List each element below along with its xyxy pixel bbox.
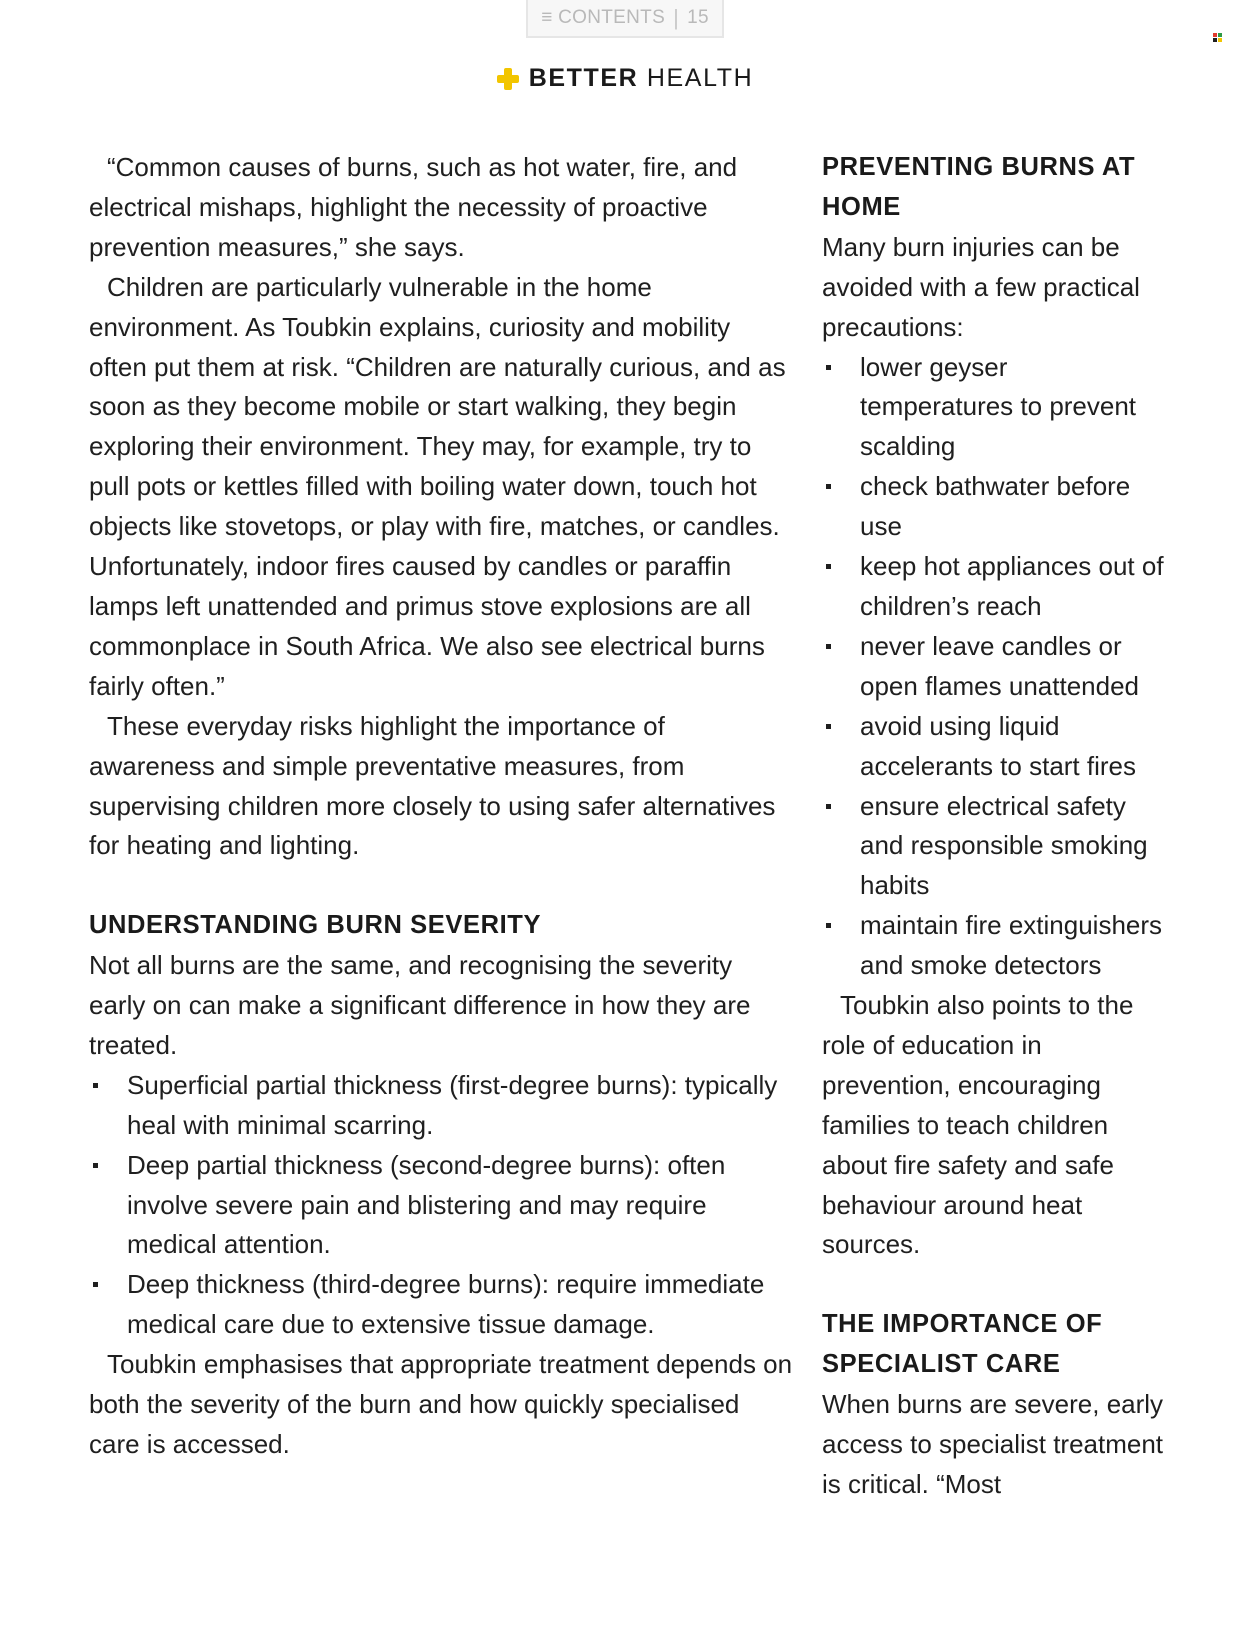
brand-bold: BETTER [528, 64, 639, 92]
section-heading: UNDERSTANDING BURN SEVERITY [89, 911, 542, 940]
contents-button[interactable] [526, 0, 724, 38]
list-item: check bathwater before use [822, 467, 1167, 547]
precautions-list [822, 348, 1167, 987]
section-heading: THE IMPORTANCE OF SPECIALIST CARE [822, 1310, 1103, 1379]
plus-cross-icon [497, 68, 519, 90]
divider: | [673, 5, 680, 30]
paragraph: Toubkin also points to the role of education in prevention, encouraging families to teach children about fire safety and safe behaviour around heat sources. [822, 990, 1134, 1260]
brand-light: HEALTH [646, 64, 754, 92]
left-column [89, 148, 794, 1465]
paragraph: Not all burns are the same, and recognising the severity early on can make a significant difference in how they are treated. [89, 950, 751, 1060]
paragraph: Many burn injuries can be avoided with a few practical precautions: [822, 231, 1140, 342]
list-item: keep hot appliances out of children’s reach [822, 547, 1167, 627]
paragraph: “Common causes of burns, such as hot water, fire, and electrical mishaps, highlight the necessity of proactive prevention measures,” she says. [89, 152, 738, 262]
contents-label: ≡ CONTENTS [541, 7, 666, 28]
list-item: Deep thickness (third-degree burns): require immediate medical care due to extensive tissue damage. [89, 1265, 794, 1345]
list-item: Deep partial thickness (second-degree burns): often involve severe pain and blistering and may require medical attention. [89, 1146, 794, 1266]
list-item: never leave candles or open flames unattended [822, 627, 1167, 707]
list-item: maintain fire extinguishers and smoke detectors [822, 906, 1167, 986]
paragraph: These everyday risks highlight the importance of awareness and simple preventative measures, from supervising children more closely to using safer alternatives for heating and lighting. [89, 710, 776, 861]
section-heading: PREVENTING BURNS AT HOME [822, 153, 1136, 221]
brand-name [529, 64, 754, 93]
severity-list [89, 1066, 794, 1345]
paragraph: Toubkin emphasises that appropriate treatment depends on both the severity of the burn and how quickly specialised care is accessed. [89, 1349, 793, 1459]
right-column [822, 148, 1167, 1505]
list-item: ensure electrical safety and responsible smoking habits [822, 787, 1167, 907]
list-item: Superficial partial thickness (first-degree burns): typically heal with minimal scarring. [89, 1066, 794, 1146]
list-item: avoid using liquid accelerants to start fires [822, 707, 1167, 787]
color-mark-icon [1213, 33, 1222, 42]
list-item: lower geyser temperatures to prevent scalding [822, 348, 1167, 468]
paragraph: Children are particularly vulnerable in the home environment. As Toubkin explains, curiosity and mobility often put them at risk. “Children are naturally curious, and as soon as they become mobile or start walking, they begin exploring their environment. They may, for example, try to pull pots or kettles filled with boiling water down, touch hot objects like stovetops, or play with fire, matches, or candles. Unfortunately, indoor fires caused by candles or paraffin lamps left unattended and primus stove explosions are all commonplace in South Africa. We also see electrical burns fairly often.” [89, 271, 786, 701]
paragraph: When burns are severe, early access to specialist treatment is critical. “Most [822, 1389, 1164, 1499]
brand-logo [0, 64, 1250, 93]
page-number: 15 [687, 7, 709, 28]
